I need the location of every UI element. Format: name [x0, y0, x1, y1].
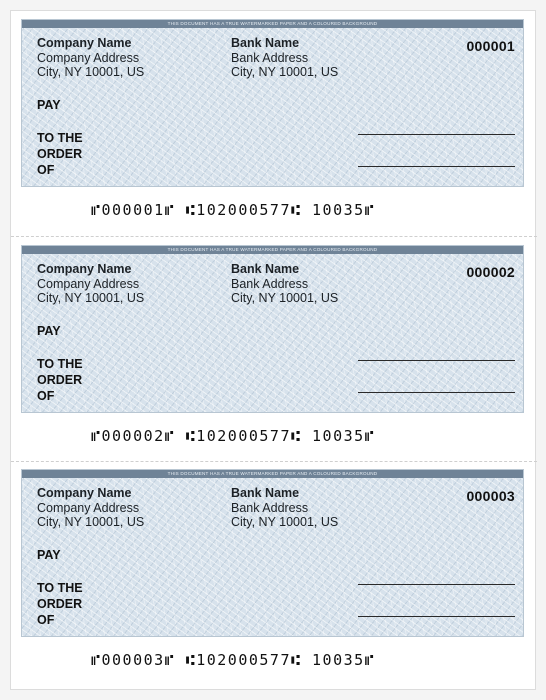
- company-address: Company Address: [37, 500, 140, 515]
- order-label: [37, 356, 83, 404]
- order-label-line-3: OF: [37, 613, 55, 627]
- order-label-line-2: ORDER: [37, 373, 83, 387]
- company-name: Company Name: [37, 486, 132, 500]
- watermark-notice: THIS DOCUMENT HAS A TRUE WATERMARKED PAPER AND A COLOURED BACKGROUND: [22, 246, 523, 254]
- company-city: City, NY 10001, US: [37, 65, 145, 79]
- bank-city: City, NY 10001, US: [231, 291, 339, 305]
- order-label-line-1: TO THE: [37, 357, 83, 371]
- check-number: 000002: [466, 264, 515, 280]
- amount-line: [358, 134, 515, 135]
- micr-line: ⑈000003⑈ ⑆102000577⑆ 10035⑈: [91, 651, 376, 669]
- order-label-line-2: ORDER: [37, 597, 83, 611]
- order-label-line-3: OF: [37, 389, 55, 403]
- company-address: Company Address: [37, 276, 140, 291]
- bank-name: Bank Name: [231, 36, 300, 50]
- watermark-notice: THIS DOCUMENT HAS A TRUE WATERMARKED PAPER AND A COLOURED BACKGROUND: [22, 20, 523, 28]
- signature-line: [358, 392, 515, 393]
- bank-address: Bank Address: [231, 50, 309, 65]
- micr-line: ⑈000002⑈ ⑆102000577⑆ 10035⑈: [91, 427, 376, 445]
- amount-line: [358, 584, 515, 585]
- check-2: [11, 237, 537, 461]
- bank-block: [231, 36, 338, 80]
- company-address: Company Address: [37, 50, 140, 65]
- order-label-line-3: OF: [37, 163, 55, 177]
- company-block: [37, 262, 144, 306]
- check-face: [21, 245, 524, 413]
- company-city: City, NY 10001, US: [37, 291, 145, 305]
- order-label: [37, 580, 83, 628]
- check-sheet: [10, 10, 536, 690]
- bank-block: [231, 262, 338, 306]
- check-3: [11, 461, 537, 685]
- company-name: Company Name: [37, 262, 132, 276]
- company-name: Company Name: [37, 36, 132, 50]
- bank-name: Bank Name: [231, 262, 300, 276]
- bank-name: Bank Name: [231, 486, 300, 500]
- check-face: [21, 469, 524, 637]
- bank-city: City, NY 10001, US: [231, 515, 339, 529]
- pay-label: PAY: [37, 548, 61, 562]
- amount-line: [358, 360, 515, 361]
- order-label-line-2: ORDER: [37, 147, 83, 161]
- bank-address: Bank Address: [231, 276, 309, 291]
- bank-block: [231, 486, 338, 530]
- micr-line: ⑈000001⑈ ⑆102000577⑆ 10035⑈: [91, 201, 376, 219]
- order-label: [37, 130, 83, 178]
- check-number: 000001: [466, 38, 515, 54]
- signature-line: [358, 616, 515, 617]
- company-block: [37, 36, 144, 80]
- pay-label: PAY: [37, 98, 61, 112]
- bank-city: City, NY 10001, US: [231, 65, 339, 79]
- order-label-line-1: TO THE: [37, 581, 83, 595]
- check-1: [11, 11, 537, 235]
- signature-line: [358, 166, 515, 167]
- order-label-line-1: TO THE: [37, 131, 83, 145]
- watermark-notice: THIS DOCUMENT HAS A TRUE WATERMARKED PAPER AND A COLOURED BACKGROUND: [22, 470, 523, 478]
- check-face: [21, 19, 524, 187]
- company-block: [37, 486, 144, 530]
- pay-label: PAY: [37, 324, 61, 338]
- check-number: 000003: [466, 488, 515, 504]
- bank-address: Bank Address: [231, 500, 309, 515]
- company-city: City, NY 10001, US: [37, 515, 145, 529]
